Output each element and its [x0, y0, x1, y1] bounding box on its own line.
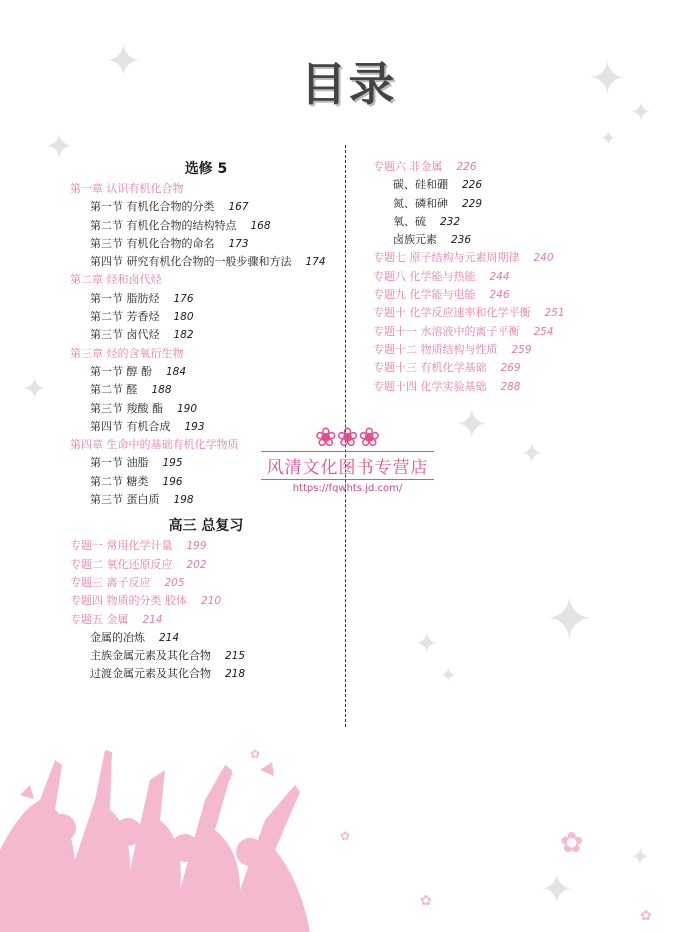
toc-page-number: 190	[177, 402, 198, 415]
toc-label: 第一节 脂肪烃	[90, 291, 160, 305]
toc-label: 专题四 物质的分类 胶体	[70, 594, 187, 608]
toc-topic[interactable]	[70, 556, 342, 574]
toc-topic[interactable]	[373, 341, 673, 359]
toc-page-number: 188	[151, 384, 172, 397]
toc-label: 专题十一 水溶液中的离子平衡	[373, 324, 520, 338]
toc-page-number: 288	[500, 380, 521, 393]
toc-label: 氧、硫	[393, 214, 426, 228]
toc-topic[interactable]	[373, 304, 673, 322]
toc-label: 第四节 有机合成	[90, 419, 171, 433]
toc-sub[interactable]	[70, 235, 342, 253]
toc-chapter[interactable]	[70, 180, 342, 198]
toc-sub[interactable]	[373, 231, 673, 249]
toc-sub[interactable]	[70, 308, 342, 326]
toc-page-number: 167	[228, 201, 249, 214]
toc-page-number: 240	[533, 252, 554, 265]
toc-page-number: 226	[456, 161, 477, 173]
toc-label: 过渡金属元素及其化合物	[90, 667, 211, 681]
toc-label: 专题六 非金属	[373, 160, 443, 173]
svg-text:✿: ✿	[420, 893, 432, 909]
toc-sub[interactable]	[70, 217, 342, 235]
toc-label: 专题七 原子结构与元素周期律	[373, 251, 520, 265]
toc-label: 第二节 糖类	[90, 474, 149, 488]
toc-label: 氮、磷和砷	[393, 196, 448, 210]
svg-text:✿: ✿	[340, 829, 351, 843]
toc-page-number: 210	[201, 595, 222, 608]
dancing-silhouettes-decoration	[0, 740, 697, 932]
toc-page-number: 215	[225, 650, 246, 663]
toc-label: 第一节 油脂	[90, 456, 149, 470]
toc-sub[interactable]	[373, 195, 673, 213]
toc-book[interactable]	[70, 515, 342, 537]
toc-label: 高三 总复习	[168, 518, 244, 535]
toc-page-number: 193	[184, 420, 205, 433]
toc-sub[interactable]	[70, 400, 342, 418]
toc-label: 主族金属元素及其化合物	[90, 649, 211, 663]
toc-sub[interactable]	[70, 629, 342, 647]
toc-topic[interactable]	[70, 611, 342, 629]
toc-label: 专题十四 化学实验基础	[373, 379, 487, 393]
toc-topic[interactable]	[373, 323, 673, 341]
toc-page-number: 236	[451, 234, 472, 247]
sparkle-icon: ✦	[600, 126, 617, 150]
toc-page-number: 269	[500, 362, 521, 375]
toc-label: 第二节 芳香烃	[90, 310, 160, 324]
toc-page-number: 182	[173, 329, 194, 342]
sparkle-icon: ✦	[22, 372, 48, 407]
lotus-logo-icon: ❀❀❀	[314, 423, 381, 453]
toc-page-number: 229	[462, 197, 483, 210]
toc-topic[interactable]	[373, 268, 673, 286]
toc-topic[interactable]	[373, 359, 673, 377]
toc-sub[interactable]	[70, 198, 342, 216]
toc-topic[interactable]	[373, 249, 673, 267]
toc-label: 碳、硅和硼	[393, 178, 448, 192]
toc-page-number: 214	[159, 631, 180, 644]
watermark-url: https://fqwhts.jd.com/	[292, 483, 403, 494]
toc-page-number: 168	[250, 219, 271, 232]
toc-sub[interactable]	[70, 665, 342, 683]
sparkle-icon: ✦	[415, 627, 439, 660]
toc-label: 第三节 蛋白质	[90, 493, 160, 507]
toc-page-number: 218	[225, 668, 246, 681]
sparkle-icon: ✦	[540, 867, 574, 913]
sparkle-icon: ✦	[588, 51, 627, 105]
toc-chapter[interactable]	[70, 345, 342, 363]
toc-page-number: 226	[462, 179, 483, 192]
toc-label: 第四节 研究有机化合物的一般步骤和方法	[90, 255, 292, 269]
toc-page-number: 254	[533, 325, 554, 338]
svg-text:✿: ✿	[640, 908, 652, 924]
sparkle-icon: ✦	[455, 402, 489, 448]
toc-label: 选修 5	[184, 161, 228, 177]
toc-label: 专题一 常用化学计量	[70, 539, 173, 553]
toc-label: 第二节 有机化合物的结构特点	[90, 218, 237, 232]
toc-page-number: 214	[142, 613, 163, 626]
toc-page-number: 176	[173, 292, 194, 305]
toc-book[interactable]	[70, 158, 342, 180]
toc-page-number: 174	[305, 256, 326, 269]
toc-label: 第三章 烃的含氧衍生物	[70, 346, 184, 360]
page-title: 目录	[300, 57, 397, 111]
toc-label: 第一节 有机化合物的分类	[90, 200, 215, 214]
toc-page-number: 180	[173, 311, 194, 324]
toc-label: 专题十三 有机化学基础	[373, 361, 487, 375]
toc-page-number: 196	[162, 475, 183, 488]
toc-label: 专题二 氧化还原反应	[70, 557, 173, 571]
toc-label: 第四章 生命中的基础有机化学物质	[70, 438, 239, 452]
toc-topic[interactable]	[70, 574, 342, 592]
toc-sub[interactable]	[70, 253, 342, 271]
toc-sub[interactable]	[373, 176, 673, 194]
toc-topic[interactable]	[373, 158, 673, 176]
toc-topic[interactable]	[373, 286, 673, 304]
toc-sub[interactable]	[70, 290, 342, 308]
toc-label: 第一章 认识有机化合物	[70, 182, 184, 195]
sparkle-icon: ✦	[105, 36, 142, 87]
toc-label: 专题九 化学能与电能	[373, 288, 476, 302]
toc-page-number: 244	[489, 270, 510, 283]
toc-label: 专题五 金属	[70, 612, 129, 626]
toc-page-number: 195	[162, 457, 183, 470]
svg-text:✿: ✿	[250, 747, 261, 761]
toc-page-number: 232	[440, 215, 461, 228]
toc-topic[interactable]	[70, 537, 342, 555]
svg-text:✿: ✿	[560, 826, 584, 859]
toc-sub[interactable]	[70, 381, 342, 399]
sparkle-icon: ✦	[440, 663, 457, 687]
watermark-store-name: 风清文化图书专营店	[261, 451, 434, 480]
toc-label: 专题八 化学能与热能	[373, 269, 476, 283]
silhouette-figures	[0, 750, 310, 932]
toc-page-number: 259	[511, 343, 532, 356]
toc-page-number: 205	[164, 576, 185, 589]
sparkle-icon: ✦	[520, 437, 544, 470]
toc-sub[interactable]	[70, 647, 342, 665]
toc-right-column	[373, 158, 673, 396]
toc-page-number: 173	[228, 237, 249, 250]
toc-sub[interactable]	[70, 326, 342, 344]
toc-label: 卤族元素	[393, 233, 437, 247]
toc-label: 第三节 有机化合物的命名	[90, 236, 215, 250]
toc-label: 金属的冶炼	[90, 630, 145, 644]
toc-page-number: 202	[186, 558, 207, 571]
toc-topic[interactable]	[373, 378, 673, 396]
toc-page-number: 199	[186, 540, 207, 553]
toc-page-number: 251	[544, 307, 565, 320]
toc-label: 第三节 卤代烃	[90, 328, 160, 342]
toc-topic[interactable]	[70, 592, 342, 610]
sparkle-icon: ✦	[630, 843, 651, 871]
toc-label: 第一节 醇 酚	[90, 364, 152, 378]
toc-sub[interactable]	[373, 213, 673, 231]
svg-text:✿: ✿	[220, 765, 234, 784]
sparkle-icon: ✦	[630, 98, 652, 128]
sparkle-icon: ✦	[545, 585, 594, 653]
toc-chapter[interactable]	[70, 271, 342, 289]
toc-label: 第二章 烃和卤代烃	[70, 273, 162, 287]
sparkle-icon: ✦	[45, 127, 74, 167]
toc-page-number: 246	[489, 289, 510, 302]
toc-page-number: 184	[166, 365, 187, 378]
toc-label: 专题十二 物质结构与性质	[373, 342, 498, 356]
toc-left-column	[70, 158, 342, 684]
toc-sub[interactable]	[70, 363, 342, 381]
toc-label: 第三节 羧酸 酯	[90, 401, 163, 415]
store-watermark	[255, 425, 440, 494]
toc-label: 第二节 醛	[90, 383, 138, 397]
toc-label: 专题三 离子反应	[70, 575, 151, 589]
toc-page-number: 198	[173, 494, 194, 507]
toc-label: 专题十 化学反应速率和化学平衡	[373, 306, 531, 320]
